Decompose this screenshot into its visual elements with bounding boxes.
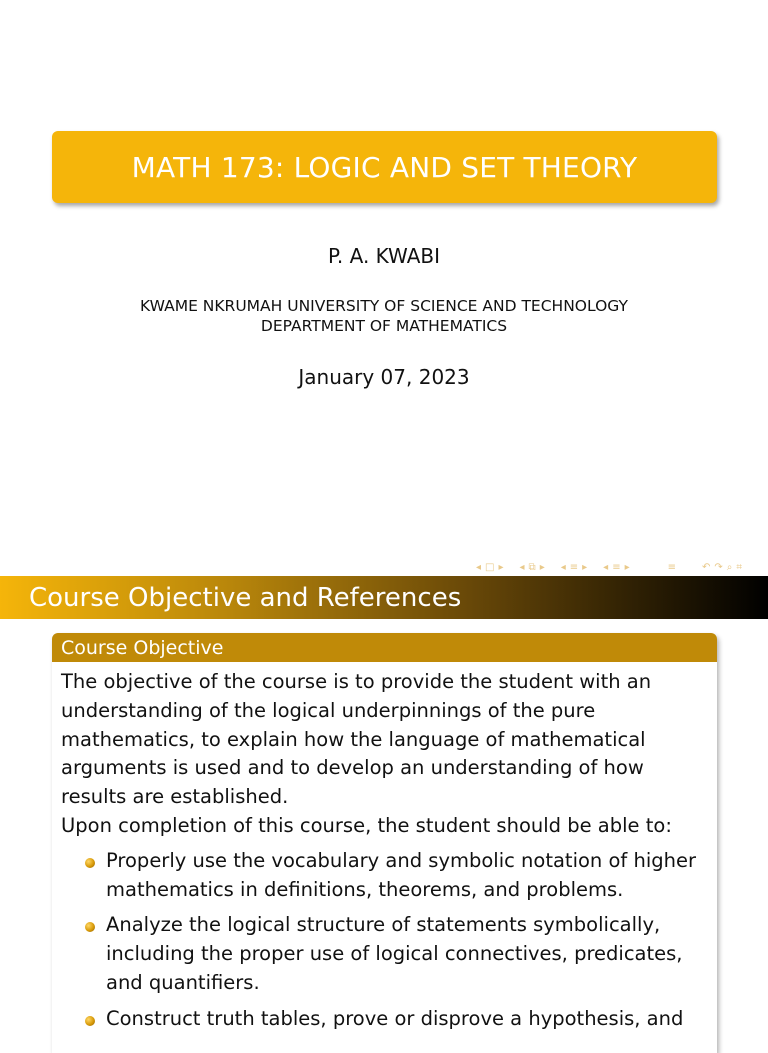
nav-frame-icon[interactable]: □ [485,561,495,573]
nav-prev-section-icon[interactable]: ◂ [560,561,566,573]
bullet-icon [85,858,95,868]
content-slide [0,576,768,1030]
nav-section-icon[interactable]: ≡ [569,561,579,573]
nav-next-frame-icon[interactable]: ▸ [498,561,504,573]
nav-search-icon[interactable]: ⌕ [726,561,733,573]
block-body [52,662,717,1034]
objective-list [61,847,709,1034]
institution-name: KWAME NKRUMAH UNIVERSITY OF SCIENCE AND TECHNOLOGY [140,297,628,315]
nav-doc-icon[interactable]: ≡ [612,561,621,573]
objective-block [52,633,717,1053]
slide-title: MATH 173: LOGIC AND SET THEORY [52,131,717,203]
list-item [106,847,709,905]
nav-next-subsection-icon[interactable]: ▸ [539,561,545,573]
completion-intro: Upon completion of this course, the student should be able to: [61,813,672,837]
nav-redo-icon[interactable]: ↷ [714,561,723,573]
presentation-date: January 07, 2023 [298,365,470,389]
department-name: DEPARTMENT OF MATHEMATICS [260,317,508,335]
nav-prev-subsection-icon[interactable]: ◂ [519,561,525,573]
list-item-text: Analyze the logical structure of statements symbolically, including the proper use of logical connectives, predicates, and quantifiers. [106,913,683,994]
nav-next-section-icon[interactable]: ▸ [582,561,588,573]
bullet-icon [85,1016,95,1026]
nav-undo-icon[interactable]: ↶ [702,561,711,573]
bullet-icon [85,922,95,932]
nav-subsection-icon[interactable]: ⧉ [528,561,536,573]
nav-next-doc-icon[interactable]: ▸ [624,561,630,573]
list-item-text: Construct truth tables, prove or disprove a hypothesis, and [106,1006,684,1030]
beamer-navigation [476,560,742,574]
nav-back-icon[interactable]: ≡ [667,561,677,573]
frame-title: Course Objective and References [0,576,768,619]
block-title: Course Objective [52,633,717,662]
list-item [106,1005,709,1034]
list-item-text: Properly use the vocabulary and symbolic notation of higher mathematics in definitions, theorems, and problems. [106,848,696,901]
list-item [106,911,709,997]
nav-prev-doc-icon[interactable]: ◂ [603,561,609,573]
objective-paragraph: The objective of the course is to provide the student with an understanding of the logical underpinnings of the pure mathematics, to explain how the language of mathematical arguments is used and to develop an understanding of how results are established. [61,670,652,809]
author-name: P. A. KWABI [327,244,441,268]
nav-prev-frame-icon[interactable]: ◂ [476,561,482,573]
institution [0,296,768,336]
nav-zoom-icon[interactable]: ⌗ [736,561,743,573]
